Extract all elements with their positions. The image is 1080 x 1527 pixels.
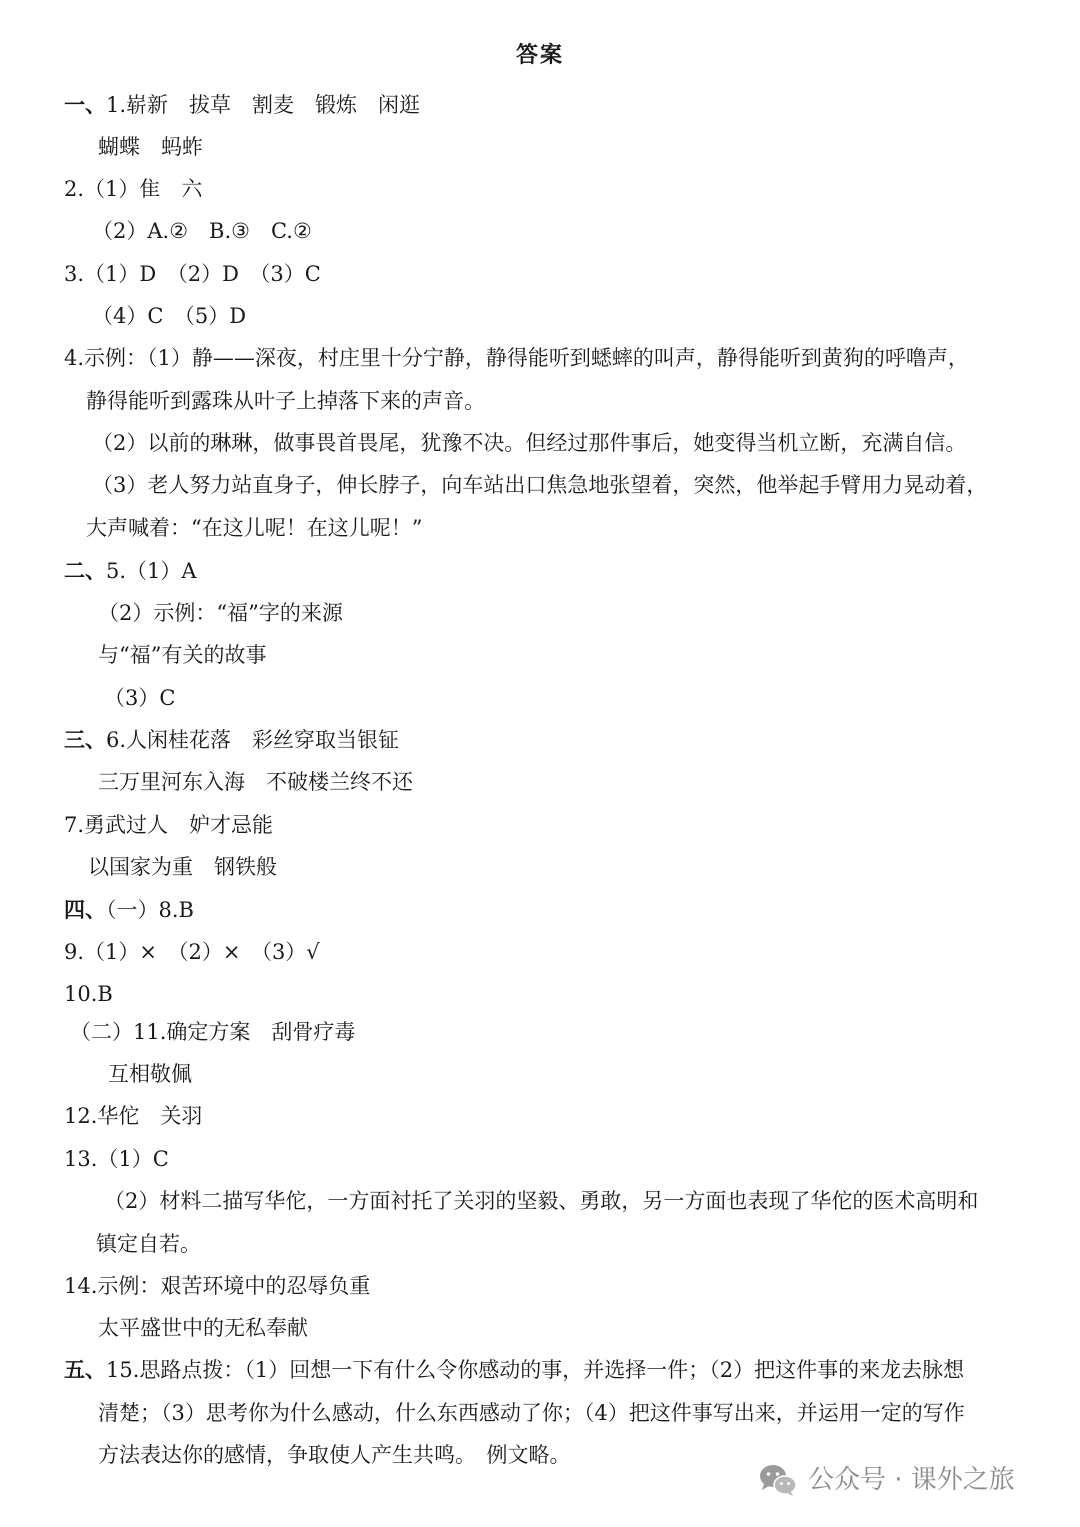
answer-line: 13.（1）C <box>64 1147 169 1171</box>
answer-line <box>64 1354 964 1386</box>
answer-line: 以国家为重 钢铁般 <box>88 855 277 879</box>
answer-line: 互相敬佩 <box>108 1062 192 1086</box>
answer-line: 4.示例：（1）静——深夜，村庄里十分宁静，静得能听到蟋蟀的叫声，静得能听到黄狗的呼噜声， <box>64 346 969 370</box>
answer-line: 静得能听到露珠从叶子上掉落下来的声音。 <box>86 389 485 413</box>
section-marker: 五、 <box>64 1358 106 1382</box>
answer-line: 太平盛世中的无私奉献 <box>98 1316 308 1340</box>
answer-line: 2.（1）隹 六 <box>64 177 203 201</box>
page-title: 答案 <box>515 43 564 68</box>
section-marker: 三、 <box>64 728 106 752</box>
section-marker: 四、 <box>64 898 106 922</box>
answer-line: 9.（1）× （2）× （3）√ <box>64 940 320 964</box>
answer-line: 与“福”有关的故事 <box>98 643 267 667</box>
answer-line: 3.（1）D （2）D （3）C <box>64 262 321 286</box>
answer-text: 5.（1）A <box>106 559 197 583</box>
watermark <box>758 1462 1015 1498</box>
answer-line <box>64 894 194 926</box>
answer-text: 15.思路点拨：（1）回想一下有什么令你感动的事，并选择一件；（2）把这件事的来龙去脉想 <box>106 1358 965 1382</box>
answer-line: 大声喊着：“在这儿呢！在这儿呢！” <box>86 516 423 540</box>
answer-line: 10.B <box>64 982 113 1006</box>
answer-text: 6.人闲桂花落 彩丝穿取当银钲 <box>106 728 400 752</box>
answer-line: 三万里河东入海 不破楼兰终不还 <box>98 770 413 794</box>
answer-line: （3）老人努力站直身子，伸长脖子，向车站出口焦急地张望着，突然，他举起手臂用力晃动着， <box>92 473 988 497</box>
answer-line: （2）A.② B.③ C.② <box>92 219 312 243</box>
answer-line: （3）C <box>104 686 176 710</box>
answer-line: 7.勇武过人 妒才忌能 <box>64 813 274 837</box>
answer-line <box>64 555 197 587</box>
answer-line <box>64 724 399 756</box>
answer-line: 镇定自若。 <box>96 1232 201 1256</box>
watermark-text: 公众号 · 课外之旅 <box>808 1465 1015 1495</box>
answer-line: （2）示例：“福”字的来源 <box>98 601 343 625</box>
answer-line: （4）C （5）D <box>92 304 247 328</box>
section-marker: 一、 <box>64 93 106 117</box>
answer-line <box>64 89 420 121</box>
answer-line: （二）11.确定方案 刮骨疗毒 <box>70 1020 356 1044</box>
answer-line: （2）以前的琳琳，做事畏首畏尾，犹豫不决。但经过那件事后，她变得当机立断，充满自信。 <box>92 431 967 455</box>
answer-text: （一）8.B <box>106 898 194 922</box>
answer-line: 清楚；（3）思考你为什么感动，什么东西感动了你；（4）把这件事写出来，并运用一定的写作 <box>98 1401 965 1425</box>
answer-line: 蝴蝶 蚂蚱 <box>98 135 203 159</box>
answer-line: （2）材料二描写华佗，一方面衬托了关羽的坚毅、勇敢，另一方面也表现了华佗的医术高明和 <box>104 1189 979 1213</box>
answer-line: 方法表达你的感情，争取使人产生共鸣。 例文略。 <box>98 1443 571 1467</box>
answer-line: 12.华佗 关羽 <box>64 1104 203 1128</box>
section-marker: 二、 <box>64 559 106 583</box>
wechat-icon <box>758 1463 798 1497</box>
answer-line: 14.示例：艰苦环境中的忍辱负重 <box>64 1274 371 1298</box>
answer-text: 1.崭新 拔草 割麦 锻炼 闲逛 <box>106 93 421 117</box>
